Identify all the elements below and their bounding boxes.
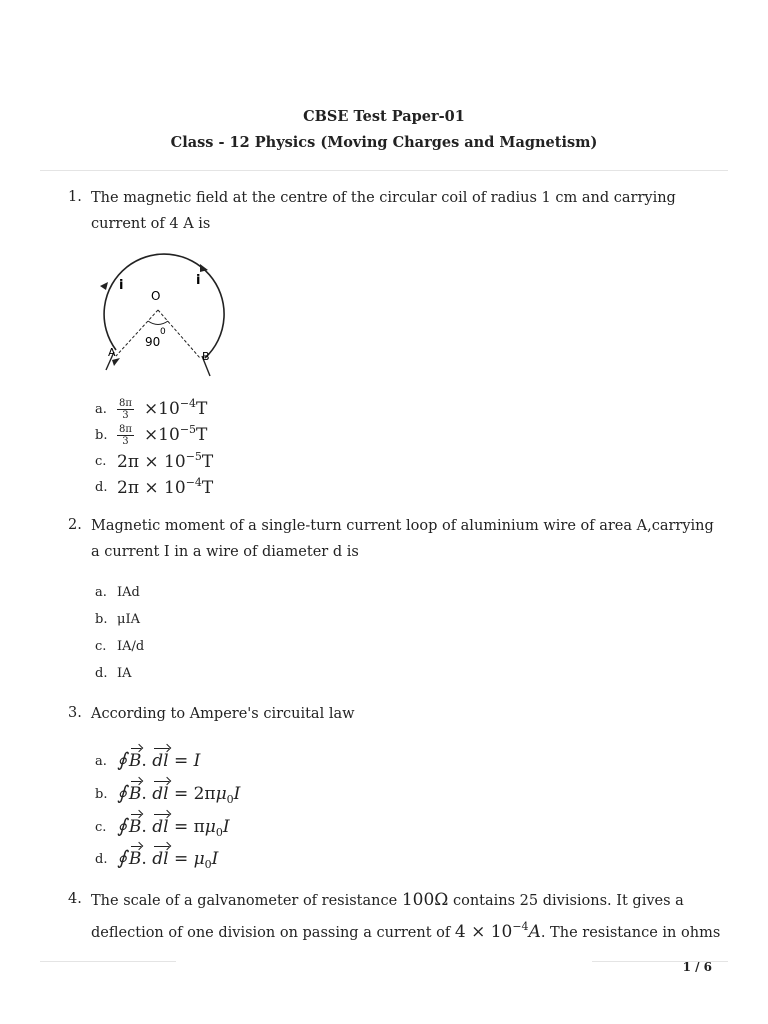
question-number: 3. bbox=[68, 705, 82, 721]
option-1b[interactable]: b. $\frac{8\pi}{3}$ $\times 10^{-5}T$ bbox=[95, 423, 208, 447]
page-number: 1 / 6 bbox=[682, 960, 712, 974]
question-text: Magnetic moment of a single-turn current loop of aluminium wire of area A,carrying a current I in a wire of diameter d is bbox=[91, 518, 714, 560]
label-i-left: i bbox=[119, 278, 124, 293]
question-text: According to Ampere's circuital law bbox=[91, 706, 355, 722]
option-1d[interactable]: d. $2\pi \times 10^{-4}T$ bbox=[95, 476, 214, 498]
option-1a[interactable]: a. $\frac{8\pi}{3}$ $\times 10^{-4}T$ bbox=[95, 397, 208, 421]
radius-line-a bbox=[116, 310, 161, 356]
current-arrow-right bbox=[200, 264, 208, 272]
circular-coil-figure bbox=[92, 248, 232, 384]
question-number: 4. bbox=[68, 891, 82, 907]
option-2d[interactable]: d. IA bbox=[95, 665, 132, 681]
label-o: O bbox=[151, 289, 161, 303]
label-b: B bbox=[202, 350, 210, 363]
label-i-right: i bbox=[196, 273, 201, 288]
question-number: 1. bbox=[68, 189, 82, 205]
option-2c[interactable]: c. IA/d bbox=[95, 638, 145, 654]
question-text: The scale of a galvanometer of resistance 100Ω contains 25 divisions. It gives a deflection of one division on passing a current of $4 \times 10^{-4}A$. The resistance in ohms bbox=[91, 890, 721, 942]
paper-title: CBSE Test Paper-01 bbox=[303, 108, 465, 125]
angle-arc bbox=[148, 321, 168, 325]
option-2b[interactable]: b. μIA bbox=[95, 611, 140, 627]
header-divider bbox=[40, 170, 728, 171]
label-angle-degree: 0 bbox=[160, 327, 166, 337]
current-arrow-a bbox=[112, 358, 120, 366]
option-2a[interactable]: a. IAd bbox=[95, 584, 140, 600]
option-3b[interactable]: b. ∮ B. dl = $2\pi\mu_0I$ bbox=[95, 782, 241, 806]
label-angle: 90 bbox=[145, 335, 161, 349]
option-1c[interactable]: c. $2\pi \times 10^{-5}T$ bbox=[95, 450, 214, 472]
option-3c[interactable]: c. ∮ B. dl = $\pi\mu_0I$ bbox=[95, 815, 230, 839]
label-a: A bbox=[108, 346, 116, 359]
option-3d[interactable]: d. ∮ B. dl = $\mu_0I$ bbox=[95, 847, 219, 871]
question-number: 2. bbox=[68, 517, 82, 533]
footer-divider-left bbox=[40, 961, 176, 962]
question-text: The magnetic field at the centre of the circular coil of radius 1 cm and carrying current of 4 A is bbox=[91, 190, 676, 232]
current-arrow-left bbox=[100, 282, 108, 290]
paper-subtitle: Class - 12 Physics (Moving Charges and Magnetism) bbox=[170, 134, 598, 151]
option-3a[interactable]: a. ∮ B. dl = I bbox=[95, 749, 201, 771]
